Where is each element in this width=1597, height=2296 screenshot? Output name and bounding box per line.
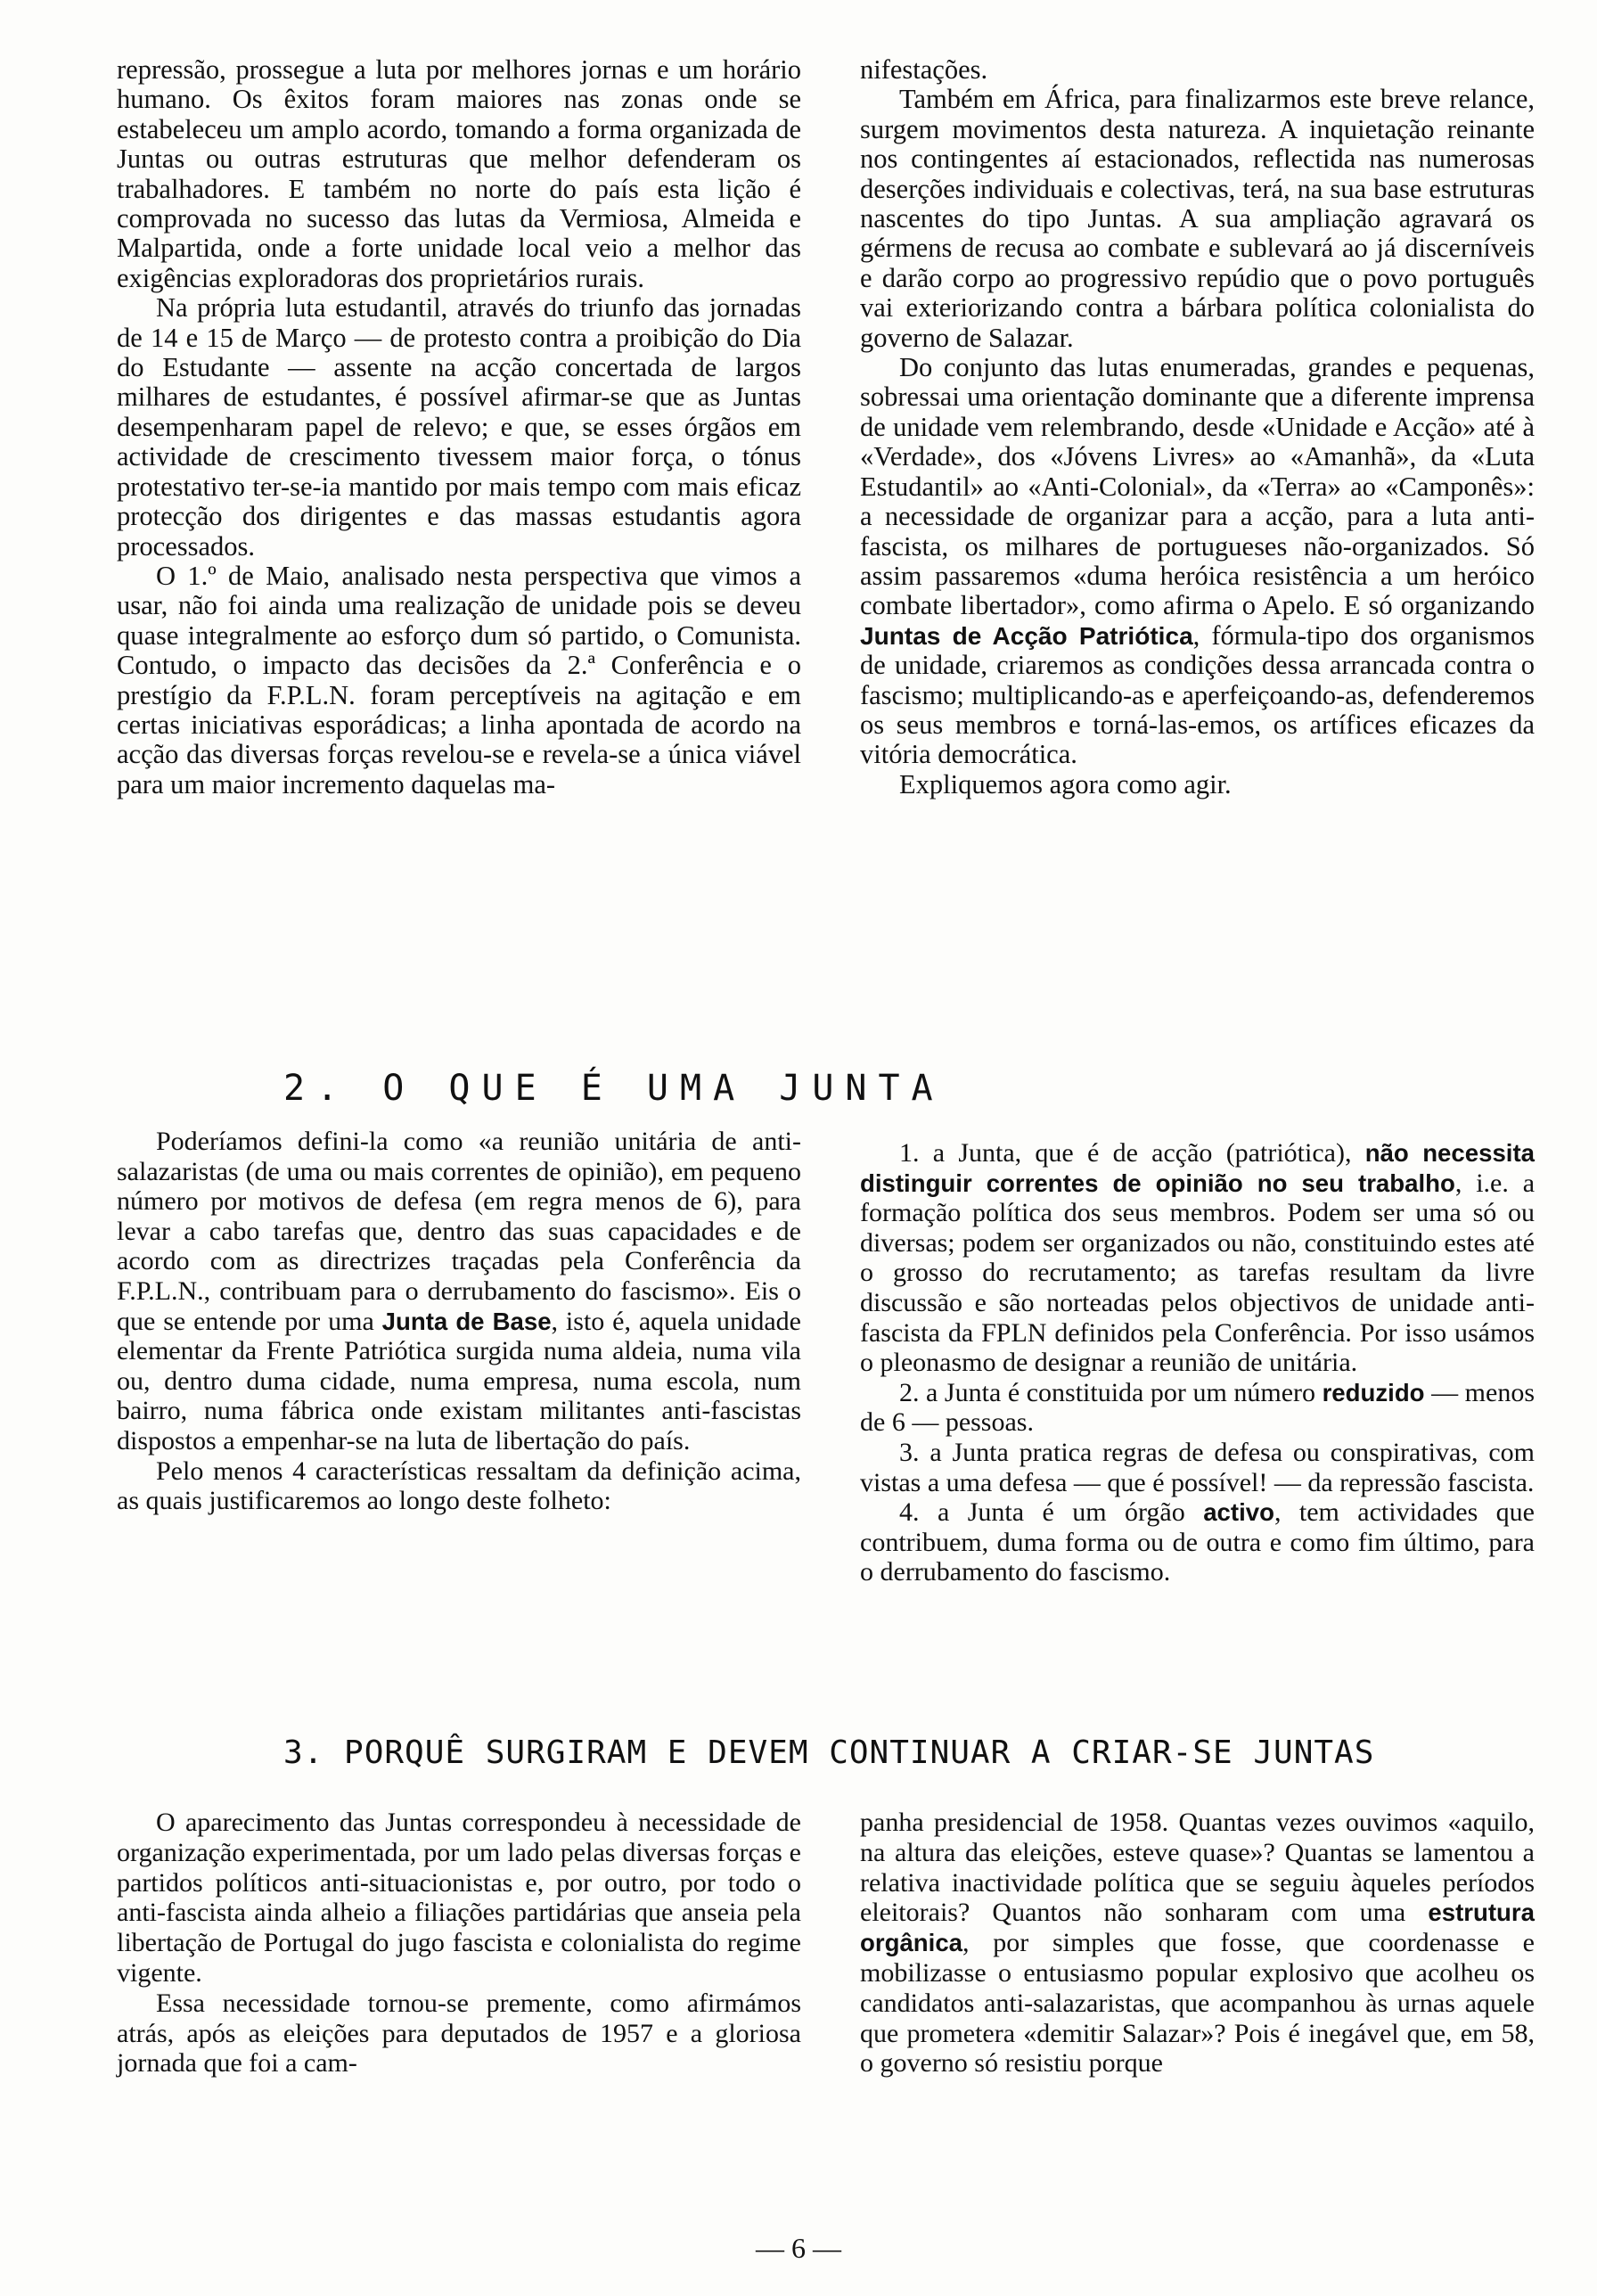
text-run: panha presidencial de 1958. Quantas vezes ouvimos «aquilo, na altura das eleições, esteve quase»? Quantas se lamentou a relativa inactividade política que se seguiu àqueles períodos eleitorais? Quantos não sonharam com uma — [860, 1808, 1535, 1928]
text-run: , isto é, aquela unidade elementar da Frente Patriótica surgida numa aldeia, numa vila ou, dentro duma cidade, numa empresa, numa escola, num bairro, numa fábrica onde existam militantes anti-fascistas dispostos a empenhar-se na luta de libertação do país. — [117, 1306, 801, 1456]
text-run: 2. a Junta é constituida por um número — [899, 1377, 1315, 1407]
paragraph: Também em África, para finalizarmos este breve relance, surgem movimentos desta natureza. A inquietação reinante nos contingentes aí estacionados, reflectida nas numerosas deserções individuais e colectivas, terá, na sua base estruturas nascentes do tipo Juntas. A sua ampliação agravará os gérmens de recusa ao combate e sublevará ao já discerníveis e darão corpo ao progressivo repúdio que o povo português vai exteriorizando contra a bárbara política colonialista do governo de Salazar. — [860, 84, 1535, 353]
paragraph: Essa necessidade tornou-se premente, como afirmámos atrás, após as eleições para deputados de 1957 e a gloriosa jornada que foi a cam- — [117, 1988, 801, 2079]
bottom-right-column — [860, 1808, 1535, 2079]
list-item — [860, 1378, 1535, 1438]
paragraph: O 1.º de Maio, analisado nesta perspectiva que vimos a usar, não foi ainda uma realização de unidade pois se deveu quase integralmente ao esforço dum só partido, o Comunista. Contudo, o impacto das decisões da 2.ª Conferência e o prestígio da F.P.L.N. foram perceptíveis na agitação e em certas iniciativas esporádicas; a linha apontada de acordo na acção das diversas forças revelou-se e revela-se a única viável para um maior incremento daquelas ma- — [117, 560, 801, 800]
paragraph — [860, 1808, 1535, 2079]
paragraph — [117, 1127, 801, 1456]
bold-text: não necessita distinguir correntes de opinião no seu trabalho — [860, 1139, 1535, 1197]
paragraph: nifestações. — [860, 54, 988, 85]
page-number: — 6 — — [756, 2232, 841, 2264]
top-right-column — [860, 55, 1535, 800]
paragraph: repressão, prossegue a luta por melhores jornas e um horário humano. Os êxitos foram maiores nas zonas onde se estabeleceu um amplo acordo, tomando a forma organizada de Juntas ou outras estruturas que melhor defenderam os trabalhadores. E também no norte do país esta lição é comprovada no sucesso das lutas da Vermiosa, Almeida e Malpartida, onde a forte unidade local veio a melhor das exigências exploradoras dos proprietários rurais. — [117, 54, 801, 293]
top-left-column — [117, 55, 801, 800]
paragraph: Na própria luta estudantil, através do triunfo das jornadas de 14 e 15 de Março — de protesto contra a proibição do Dia do Estudante — assente na acção concertada de largos milhares de estudantes, é possível afirmar-se que as Juntas desempenharam papel de relevo; e que, se esses órgãos em actividade de crescimento tivessem maior força, o tónus protestativo ter-se-ia mantido por mais tempo com mais eficaz protecção dos dirigentes e das massas estudantis agora processados. — [117, 292, 801, 562]
text-run: — menos de 6 — pessoas. — [860, 1377, 1535, 1438]
text-run: Do conjunto das lutas enumeradas, grandes e pequenas, sobressai uma orientação dominante que a diferente imprensa de unidade vem relembrando, desde «Unidade e Acção» até à «Verdade», dos «Jóvens Livres» ao «Amanhã», da «Luta Estudantil» ao «Anti-Colonial», da «Terra» ao «Camponês»: a necessidade de organizar para a acção, para a luta anti-fascista, os milhares de portugueses não-organizados. Só assim passaremos «duma heróica resistência a um heróico combate libertador», como afirma o Apelo. E só organizando — [860, 352, 1535, 621]
list-item — [860, 1138, 1535, 1378]
bold-text: Juntas de Acção Patriótica — [860, 621, 1193, 650]
mid-right-column — [860, 1138, 1535, 1587]
section-heading-2: 2. O QUE É UMA JUNTA — [283, 1068, 945, 1109]
text-run: , i.e. a formação política dos seus membros. Podem ser uma só ou diversas; podem ser organizados ou não, constituindo estes até o grosso do recrutamento; as tarefas resultam da livre discussão e são norteadas pelos objectivos de unidade anti-fascista da FPLN definidos pela Conferência. Por isso usámos o pleonasmo de designar a reunião de unitária. — [860, 1168, 1536, 1378]
bold-text: reduzido — [1322, 1378, 1425, 1406]
text-run: , tem actividades que contribuem, duma forma ou de outra e como fim último, para o derrubamento do fascismo. — [860, 1497, 1535, 1587]
bottom-left-column — [117, 1808, 801, 2079]
list-item — [860, 1497, 1535, 1587]
paragraph: Expliquemos agora como agir. — [899, 768, 1232, 800]
mid-left-column — [117, 1127, 801, 1516]
bold-text: Junta de Base — [381, 1307, 552, 1335]
paragraph: Pelo menos 4 características ressaltam da definição acima, as quais justificaremos ao longo deste folheto: — [117, 1456, 801, 1516]
paragraph: O aparecimento das Juntas correspondeu à necessidade de organização experimentada, por um lado pelas diversas forças e partidos políticos anti-situacionistas e, por outro, por todo o anti-fascista ainda alheio a filiações partidárias que anseia pela libertação de Portugal do jugo fascista e colonialista do regime vigente. — [117, 1808, 801, 1988]
bold-text: estrutura orgânica — [860, 1898, 1535, 1957]
text-run: , por simples que fosse, que coordenasse e mobilizasse o entusiasmo popular explosivo que acolheu os candidatos anti-salazaristas, que acompanhou às urnas aquele que prometera «demitir Salazar»? Pois é inegável que, em 58, o governo só resistiu porque — [860, 1928, 1535, 2079]
bold-text: activo — [1203, 1498, 1274, 1527]
paragraph — [860, 353, 1535, 770]
section-heading-3: 3. PORQUÊ SURGIRAM E DEVEM CONTINUAR A CRIAR-SE JUNTAS — [283, 1734, 1375, 1771]
text-run: Poderíamos defini-la como «a reunião unitária de anti-salazaristas (de uma ou mais correntes de opinião), em pequeno número por motivos de defesa (em regra menos de 6), para levar a cabo tarefas que, dentro das suas capacidades e de acordo com as directrizes traçadas pela Conferência da F.P.L.N., contribuam para o derrubamento do fascismo». Eis o que se entende por uma — [117, 1127, 801, 1336]
text-run: 1. a Junta, que é de acção (patriótica), — [899, 1138, 1352, 1168]
text-run: , fórmula-tipo dos organismos de unidade, criaremos as condições dessa arrancada contra o fascismo; multiplicando-as e aperfeiçoando-as, defenderemos os seus membros e torná-las-emos, os artífices eficazes da vitória democrática. — [860, 619, 1535, 770]
list-item: 3. a Junta pratica regras de defesa ou conspirativas, com vistas a uma defesa — que é possível! — da repressão fascista. — [860, 1437, 1535, 1497]
text-run: 4. a Junta é um órgão — [899, 1497, 1185, 1528]
